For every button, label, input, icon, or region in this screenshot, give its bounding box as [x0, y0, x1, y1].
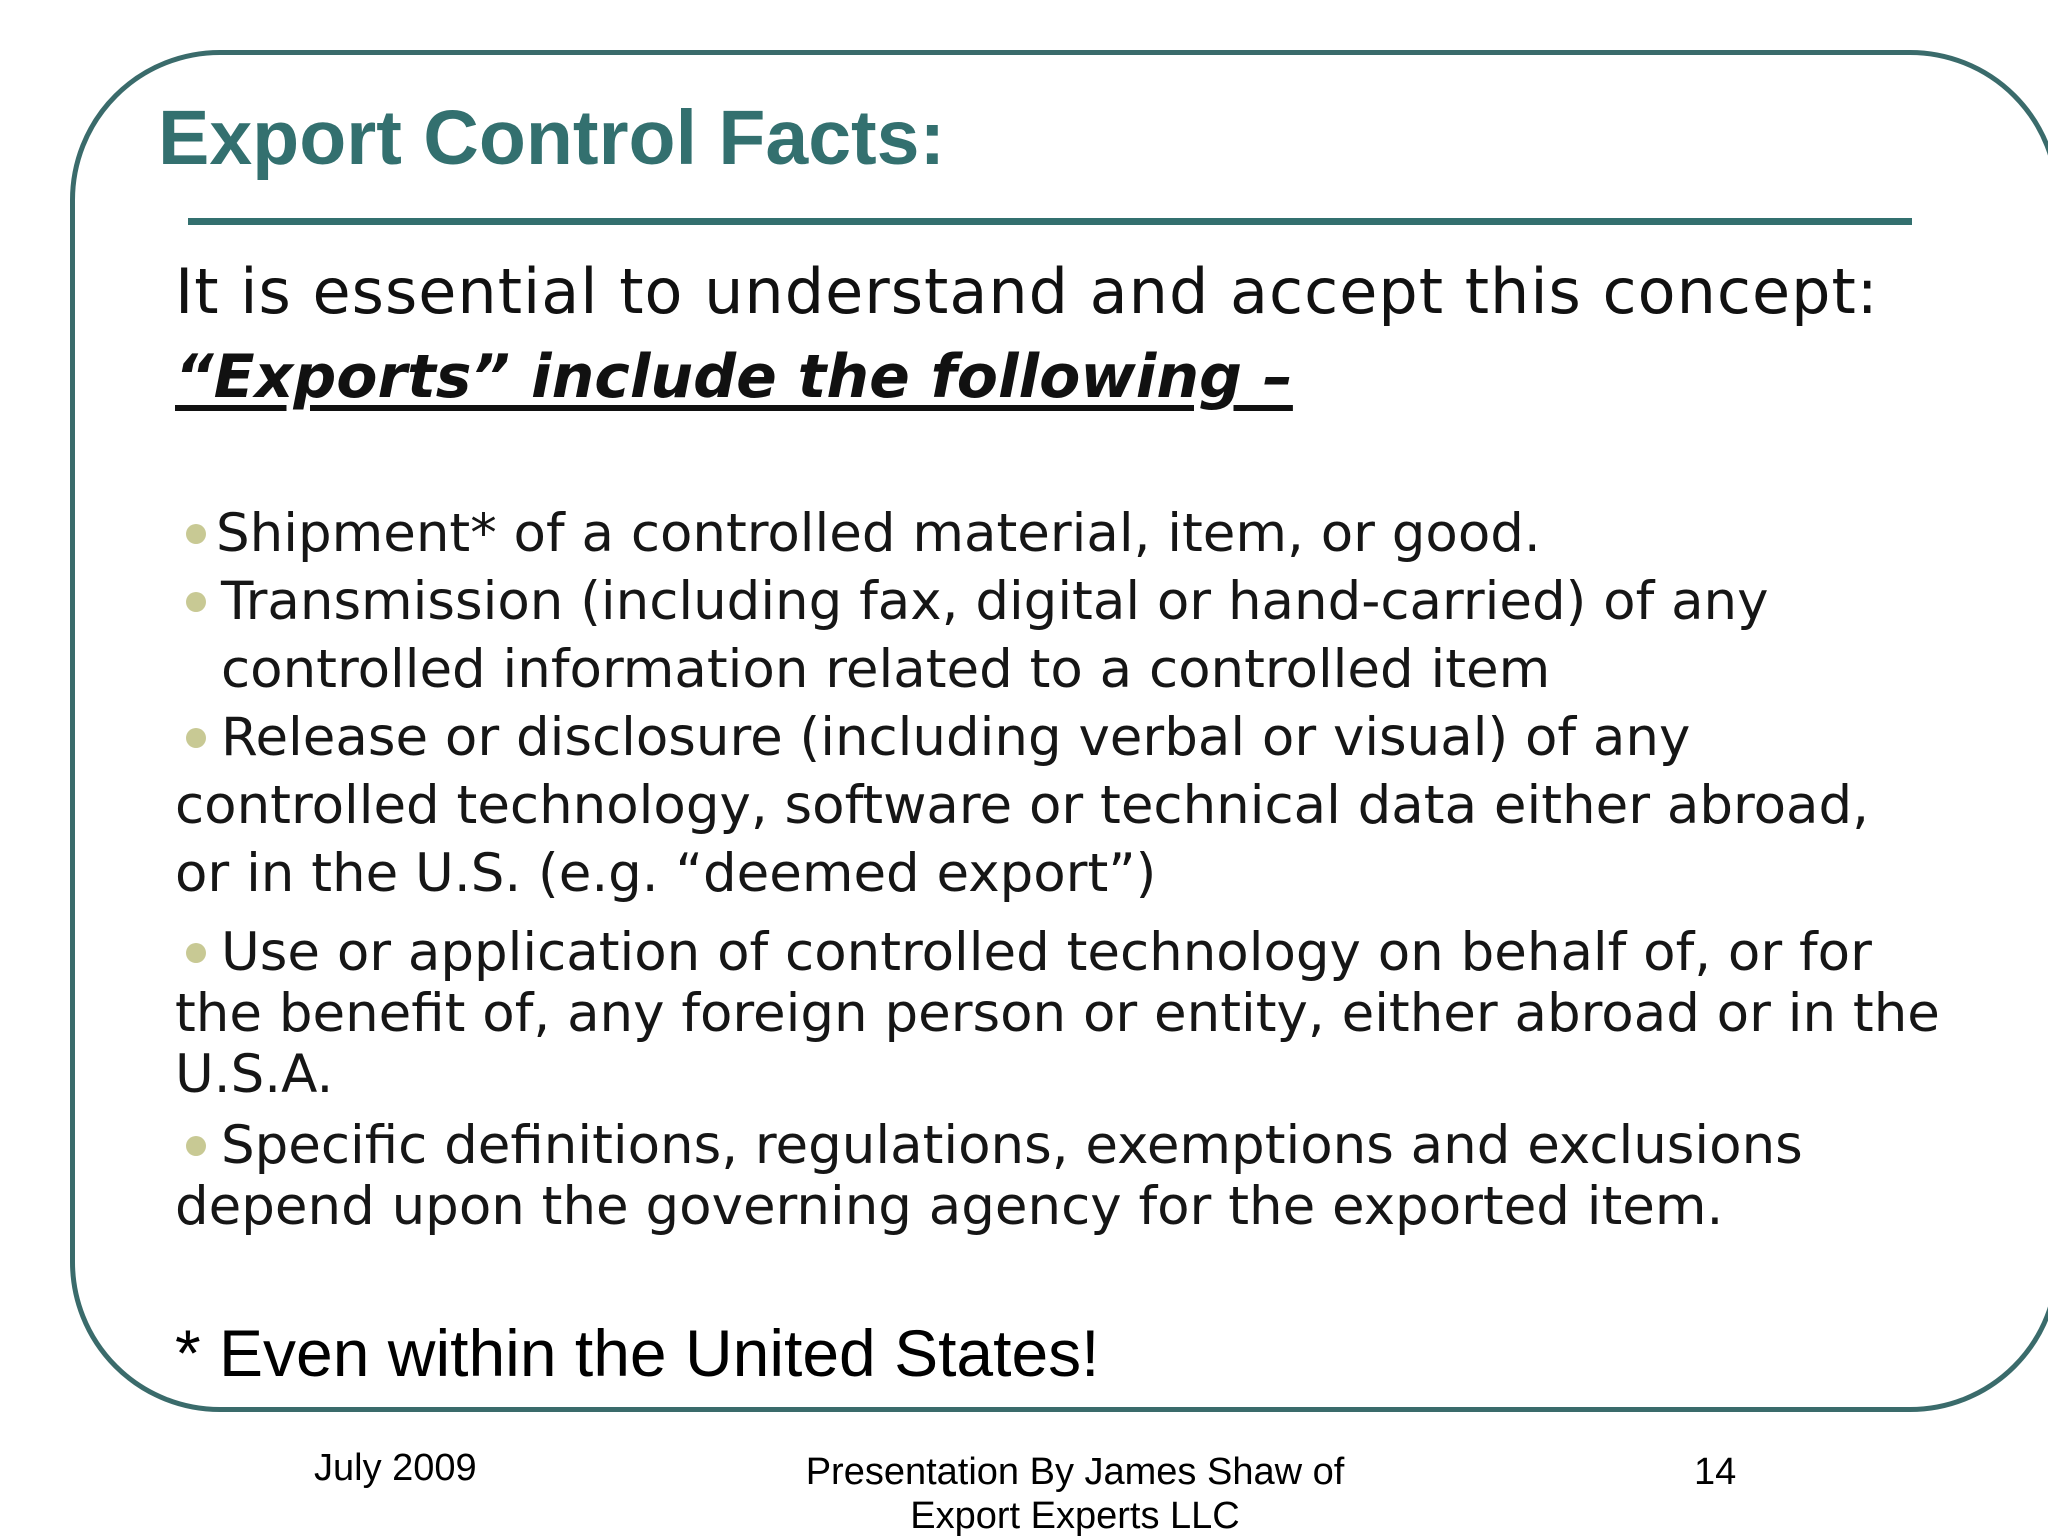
bullet-5-line-1: Specific definitions, regulations, exemptions and exclusions: [221, 1115, 1803, 1176]
bullet-3-line-1: Release or disclosure (including verbal or visual) of any: [221, 707, 1691, 768]
bullet-2-line-1: Transmission (including fax, digital or hand-carried) of any: [221, 571, 1769, 632]
emphasis-heading: “Exports” include the following –: [175, 342, 1293, 412]
intro-text: It is essential to understand and accept this concept:: [175, 255, 1879, 328]
bullet-5-line-2: depend upon the governing agency for the exported item.: [175, 1176, 1724, 1237]
bullet-dot-icon: [186, 524, 206, 544]
bullet-2-line-2: controlled information related to a controlled item: [221, 639, 1551, 700]
footer-page-number: 14: [1694, 1451, 1737, 1493]
bullet-4-line-1: Use or application of controlled technology on behalf of, or for: [221, 922, 1872, 983]
bullet-dot-icon: [186, 1136, 206, 1156]
bullet-dot-icon: [186, 592, 206, 612]
bullet-4-line-3: U.S.A.: [175, 1044, 334, 1105]
footer-presenter-line-1: Presentation By James Shaw of: [805, 1451, 1345, 1493]
bullet-dot-icon: [186, 943, 206, 963]
slide-title: Export Control Facts:: [158, 95, 946, 181]
bullet-4-line-2: the benefit of, any foreign person or entity, either abroad or in the: [175, 983, 1940, 1044]
bullet-3-line-3: or in the U.S. (e.g. “deemed export”): [175, 843, 1157, 904]
title-divider: [188, 218, 1912, 225]
footer-date: July 2009: [314, 1447, 477, 1489]
bullet-3-line-2: controlled technology, software or technical data either abroad,: [175, 775, 1869, 836]
bullet-1-line-1: Shipment* of a controlled material, item, or good.: [216, 503, 1541, 564]
bullet-dot-icon: [186, 728, 206, 748]
footer-presenter-line-2: Export Experts LLC: [910, 1495, 1240, 1536]
footnote: * Even within the United States!: [175, 1316, 1100, 1390]
